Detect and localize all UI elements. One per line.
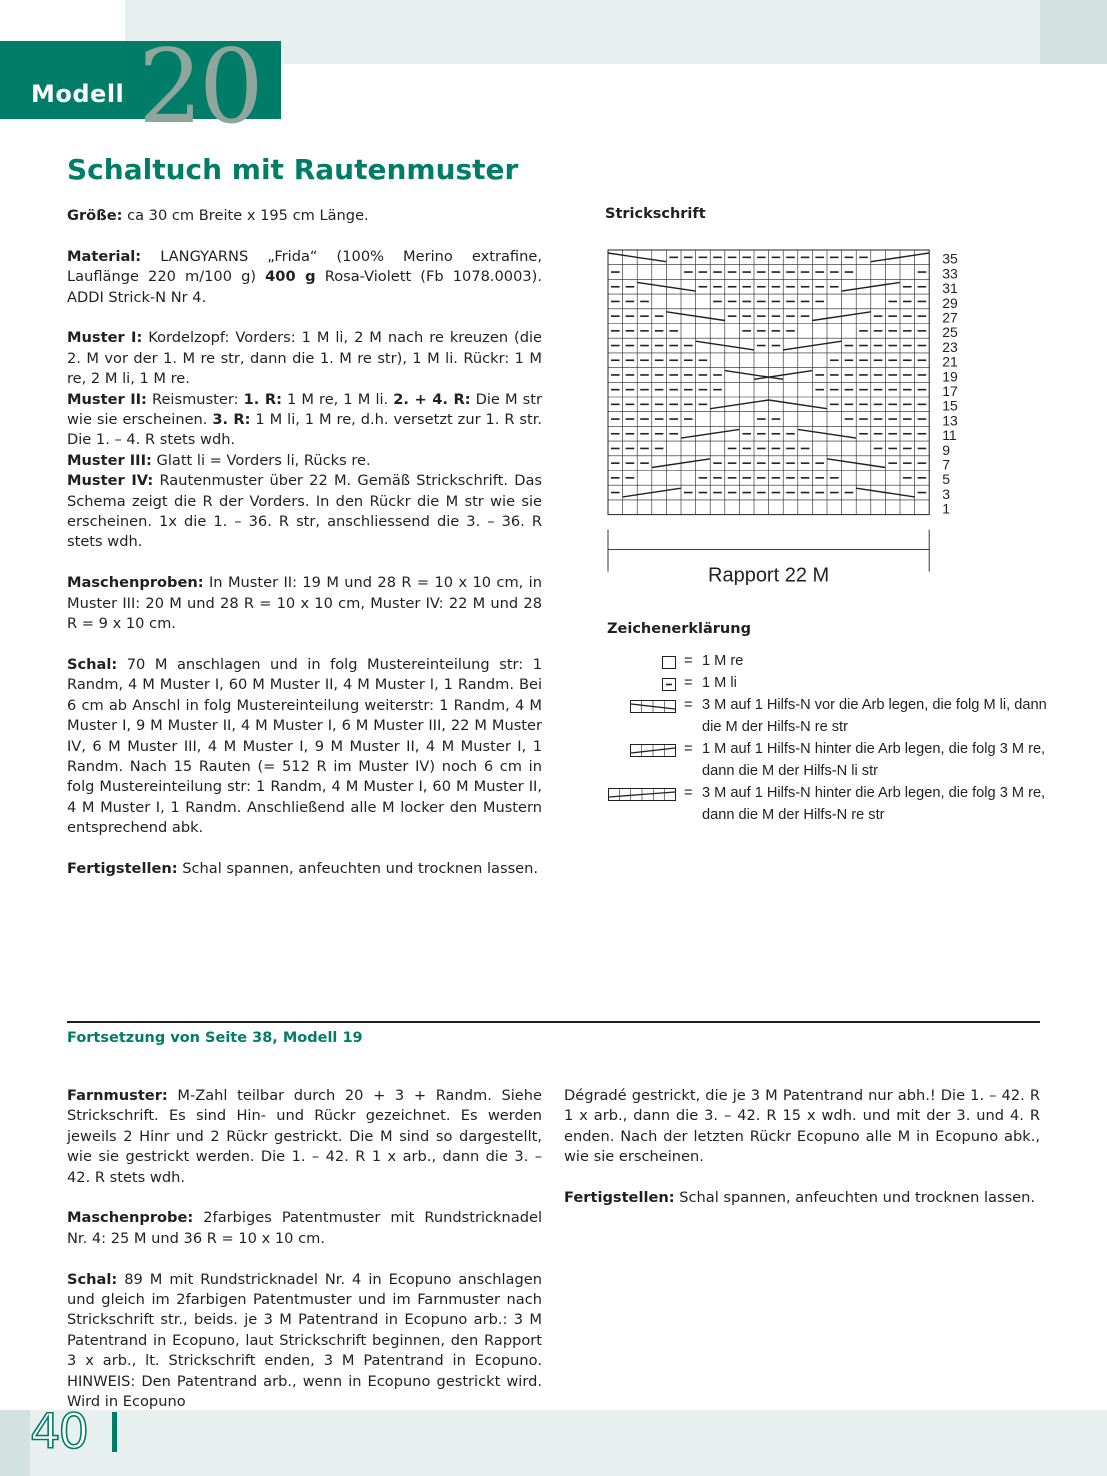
row-number: 29 bbox=[942, 294, 958, 311]
row-number: 3 bbox=[942, 485, 950, 502]
legend-heading: Zeichenerklärung bbox=[607, 621, 751, 637]
page-number-bar bbox=[112, 1412, 117, 1452]
row-number: 35 bbox=[942, 250, 958, 267]
row-number: 9 bbox=[942, 441, 950, 458]
pattern-2-paragraph: Muster II: Reismuster: 1. R: 1 M re, 1 M li. 2. + 4. R: Die M str wie sie erscheinen. 3. R: 1 M li, 1 M re, d.h. versetzt zur 1. R str. Die 1. – 4. R stets wdh. bbox=[67, 390, 543, 449]
page-number: 40 bbox=[30, 1404, 88, 1460]
cable-front-icon bbox=[630, 698, 676, 720]
legend-equals: = bbox=[684, 741, 693, 757]
row-number: 1 bbox=[942, 500, 950, 517]
gauge-paragraph: Maschenproben: In Muster II: 19 M und 28 R = 10 x 10 cm, in Muster III: 20 M und 28 R = 10 x 10 cm, Muster IV: 22 M und 28 R = 9 x 10 cm. bbox=[67, 574, 542, 633]
row-number: 25 bbox=[942, 324, 958, 341]
continuation-heading: Fortsetzung von Seite 38, Modell 19 bbox=[67, 1030, 363, 1046]
section-divider bbox=[67, 1021, 1040, 1023]
fern-pattern-paragraph: Farnmuster: M-Zahl teilbar durch 20 + 3 + Randm. Siehe Strickschrift. Es sind Hin- und Rückr gezeichnet. Es werden jeweils 2 Hinr und 2 Rückr gestrickt. Die M sind so dargestellt, wie sie gestrickt werden. Die 1. – 42. R 1 x arb., dann die 3. – 42. R stets wdh. bbox=[67, 1087, 542, 1186]
pattern-3-paragraph: Muster III: Glatt li = Vorders li, Rücks re. bbox=[67, 451, 371, 469]
row-number: 27 bbox=[942, 309, 958, 326]
row-number: 15 bbox=[942, 397, 958, 414]
gradient-paragraph: Dégradé gestrickt, die je 3 M Patentrand nur abh.! Die 1. – 42. R 1 x arb., dann die 3. – 42. R 15 x wdh. und mit der 3. und 4. R enden. Nach der letzten Rückr Ecopuno alle M in Ecopuno abk., wie sie erscheinen. bbox=[564, 1087, 1040, 1166]
row-number: 31 bbox=[942, 280, 958, 297]
row-number: 5 bbox=[942, 471, 950, 488]
finishing-2-paragraph: Fertigstellen: Schal spannen, anfeuchten und trocknen lassen. bbox=[564, 1189, 1036, 1207]
legend-text: 1 M li bbox=[702, 675, 737, 691]
legend-equals: = bbox=[684, 675, 693, 691]
cable-back-purl-icon bbox=[630, 742, 676, 764]
row-number: 11 bbox=[942, 427, 957, 444]
row-number: 17 bbox=[942, 383, 958, 399]
instructions-column bbox=[67, 206, 542, 900]
continuation-right-column bbox=[564, 1086, 1040, 1229]
legend-equals: = bbox=[684, 785, 693, 801]
model-label: Modell bbox=[31, 80, 125, 108]
pattern-4-paragraph: Muster IV: Rautenmuster über 22 M. Gemäß Strickschrift. Das Schema zeigt die R der Vorders. In den Rückr die M str wie sie erscheinen. 1x die 1. – 36. R str, anschliessend die 3. – 36. R stets wdh. bbox=[67, 472, 542, 551]
legend-text: 1 M auf 1 Hilfs-N hinter die Arb legen, die folg 3 M re, dann die M der Hilfs-N li str bbox=[702, 741, 1046, 779]
cable-back-knit-icon bbox=[608, 786, 676, 808]
legend-equals: = bbox=[684, 697, 693, 713]
page-title: Schaltuch mit Rautenmuster bbox=[67, 153, 519, 186]
row-number: 23 bbox=[942, 338, 958, 355]
scarf-2-paragraph: Schal: 89 M mit Rundstricknadel Nr. 4 in Ecopuno anschlagen und gleich im 2farbigen Patentmuster und im Farnmuster nach Strickschrift str., beids. je 3 M Patentrand in Ecopuno arb.: 3 M Patentrand in Ecopuno, laut Strickschrift beginnen, den Rapport 3 x arb., lt. Strickschrift enden, 3 M Patentrand in Ecopuno. HINWEIS: Den Patentrand arb., wenn in Ecopuno gestrickt wird. Wird in Ecopuno bbox=[67, 1270, 542, 1411]
knit-square-icon bbox=[662, 654, 676, 676]
size-paragraph: Größe: ca 30 cm Breite x 195 cm Länge. bbox=[67, 207, 369, 224]
row-number: 7 bbox=[942, 456, 950, 473]
gauge-2-paragraph: Maschenprobe: 2farbiges Patentmuster mit Rundstricknadel Nr. 4: 25 M und 36 R = 10 x 10 cm. bbox=[67, 1209, 542, 1247]
pattern-1-paragraph: Muster I: Kordelzopf: Vorders: 1 M li, 2 M nach re kreuzen (die 2. M vor der 1. M re str, dann die 1. M re str), 1 M li. Rückr: 1 M re, 2 M li, 1 M re. bbox=[67, 329, 542, 388]
repeat-label: Rapport 22 M bbox=[708, 564, 830, 585]
top-band-right bbox=[1040, 0, 1107, 64]
legend-equals: = bbox=[684, 653, 693, 669]
scarf-paragraph: Schal: 70 M anschlagen und in folg Mustereinteilung str: 1 Randm, 4 M Muster I, 60 M Muster II, 4 M Muster I, 1 Randm. Bei 6 cm ab Anschl in folg Mustereinteilung weiterstr: 1 Randm, 4 M Muster I, 9 M Muster II, 4 M Muster I, 6 M Muster III, 22 M Muster IV, 6 M Muster III, 4 M Muster I, 9 M Muster II, 4 M Muster I, 1 Randm. Nach 15 Rauten (= 512 R im Muster IV) noch 6 cm in folg Mustereinteilung str: 1 Randm, 4 M Muster I, 60 M Muster II, 4 M Muster I, 1 Randm. Anschließend alle M locker den Mustern entsprechend abk. bbox=[67, 655, 542, 837]
model-number: 20 bbox=[138, 28, 260, 147]
bottom-band-accent bbox=[0, 1410, 30, 1476]
row-number: 19 bbox=[942, 368, 958, 385]
material-paragraph: Material: LANGYARNS „Frida“ (100% Merino extrafine, Lauflänge 220 m/100 g) 400 g Rosa-Violett (Fb 1078.0003). ADDI Strick-N Nr 4. bbox=[67, 247, 542, 306]
row-number: 21 bbox=[942, 353, 958, 370]
chart-heading: Strickschrift bbox=[605, 206, 706, 222]
finishing-paragraph: Fertigstellen: Schal spannen, anfeuchten und trocknen lassen. bbox=[67, 859, 539, 877]
row-number: 33 bbox=[942, 265, 958, 282]
legend-text: 3 M auf 1 Hilfs-N vor die Arb legen, die folg M li, dann die M der Hilfs-N re str bbox=[702, 697, 1047, 735]
row-number: 13 bbox=[942, 412, 958, 429]
legend-text: 3 M auf 1 Hilfs-N hinter die Arb legen, die folg 3 M re, dann die M der Hilfs-N re str bbox=[702, 785, 1046, 823]
knitting-chart bbox=[600, 245, 980, 585]
purl-square-icon bbox=[662, 676, 676, 698]
continuation-left-column bbox=[67, 1086, 542, 1433]
legend-text: 1 M re bbox=[702, 653, 744, 669]
